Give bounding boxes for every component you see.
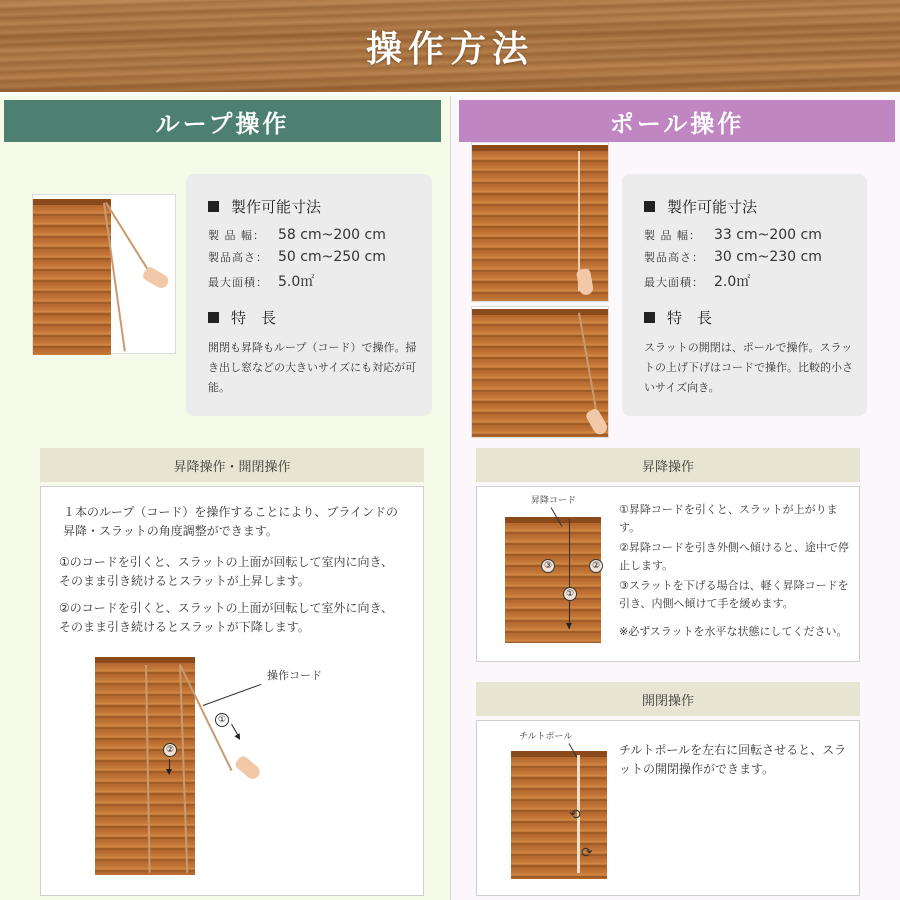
lift-note: ※必ずスラットを水平な状態にしてください。 (619, 625, 848, 638)
square-bullet-icon (644, 201, 655, 212)
rotate-arrow-icon: ⟲ (569, 807, 581, 823)
pole-spec-box (622, 174, 867, 416)
loop-section-box (40, 486, 424, 896)
lift-section-label: 昇降操作 (476, 448, 860, 482)
marker-3: ③ (541, 559, 555, 573)
down-arrow-icon (569, 603, 570, 627)
pole-feature-heading: 特 長 (644, 307, 847, 328)
hand-icon (234, 754, 263, 781)
loop-blind-image (33, 199, 111, 355)
tilt-section-box (476, 720, 860, 896)
marker-2: ② (163, 743, 177, 757)
loop-intro: １本のループ（コード）を操作することにより、ブラインドの昇降・スラットの角度調整ができます。 (63, 505, 399, 538)
square-bullet-icon (208, 201, 219, 212)
pole-spec-height: 製品高さ： 30 cm~230 cm (644, 249, 822, 265)
loop-feature-heading: 特 長 (208, 307, 412, 328)
operation-cord-callout: 操作コード (267, 669, 322, 682)
marker-1: ① (563, 587, 577, 601)
pole-spec-area: 最大面積： 2.0㎡ (644, 274, 751, 290)
loop-spec-heading: 製作可能寸法 (208, 196, 412, 217)
loop-step-1: ①のコードを引くと、スラットの上面が回転して室内に向き、そのまま引き続けるとスラットが上昇します。 (59, 555, 394, 588)
lift-diagram-blind (505, 517, 601, 643)
page-header (0, 0, 900, 92)
pole-feature-text: スラットの開閉は、ポールで操作。スラットの上げ下げはコードで操作。比較的小さいサイズ向き。 (644, 341, 853, 394)
tilt-description: チルトポールを左右に回転させると、スラットの開閉操作ができます。 (619, 743, 847, 776)
square-bullet-icon (208, 312, 219, 323)
loop-spec-width: 製 品 幅： 58 cm~200 cm (208, 227, 386, 243)
loop-spec-box (186, 174, 432, 416)
lift-steps (619, 501, 855, 643)
down-arrow-icon (169, 759, 170, 773)
loop-spec-height: 製品高さ： 50 cm~250 cm (208, 249, 386, 265)
marker-1: ① (215, 713, 229, 727)
pole-banner: ポール操作 (459, 100, 895, 142)
loop-banner: ループ操作 (4, 100, 441, 142)
lift-step-1: ①昇降コードを引くと、スラットが上がります。 (619, 503, 838, 534)
pole-column (451, 96, 900, 900)
tilt-section-label: 開閉操作 (476, 682, 860, 716)
callout-leader (203, 684, 262, 706)
pole-spec-width: 製 品 幅： 33 cm~200 cm (644, 227, 822, 243)
loop-section-label: 昇降操作・開閉操作 (40, 448, 424, 482)
tilt-pole-callout: チルトポール (519, 732, 573, 742)
loop-feature-text: 開閉も昇降もループ（コード）で操作。掃き出し窓などの大きいサイズにも対応が可能。 (208, 341, 417, 394)
rotate-arrow-icon: ⟳ (581, 845, 593, 861)
pole-product-photo-2 (471, 306, 609, 438)
pole-product-photo-1 (471, 142, 609, 302)
loop-spec-area: 最大面積： 5.0㎡ (208, 274, 315, 290)
loop-product-photo (32, 194, 176, 354)
lift-section-box (476, 486, 860, 662)
lift-step-3: ③スラットを下げる場合は、軽く昇降コードを引き、内側へ傾けて手を緩めます。 (619, 579, 849, 610)
down-arrow-icon (231, 724, 240, 738)
lift-step-2: ②昇降コードを引き外側へ傾けると、途中で停止します。 (619, 541, 849, 572)
pole-spec-heading: 製作可能寸法 (644, 196, 847, 217)
loop-step-2: ②のコードを引くと、スラットの上面が回転して室外に向き、そのまま引き続けるとスラットが下降します。 (59, 601, 394, 634)
square-bullet-icon (644, 312, 655, 323)
lift-cord-callout: 昇降コード (531, 496, 577, 506)
page-title: 操作方法 (365, 28, 534, 70)
marker-2: ② (589, 559, 603, 573)
hand-icon (141, 265, 171, 290)
loop-column (0, 96, 450, 900)
